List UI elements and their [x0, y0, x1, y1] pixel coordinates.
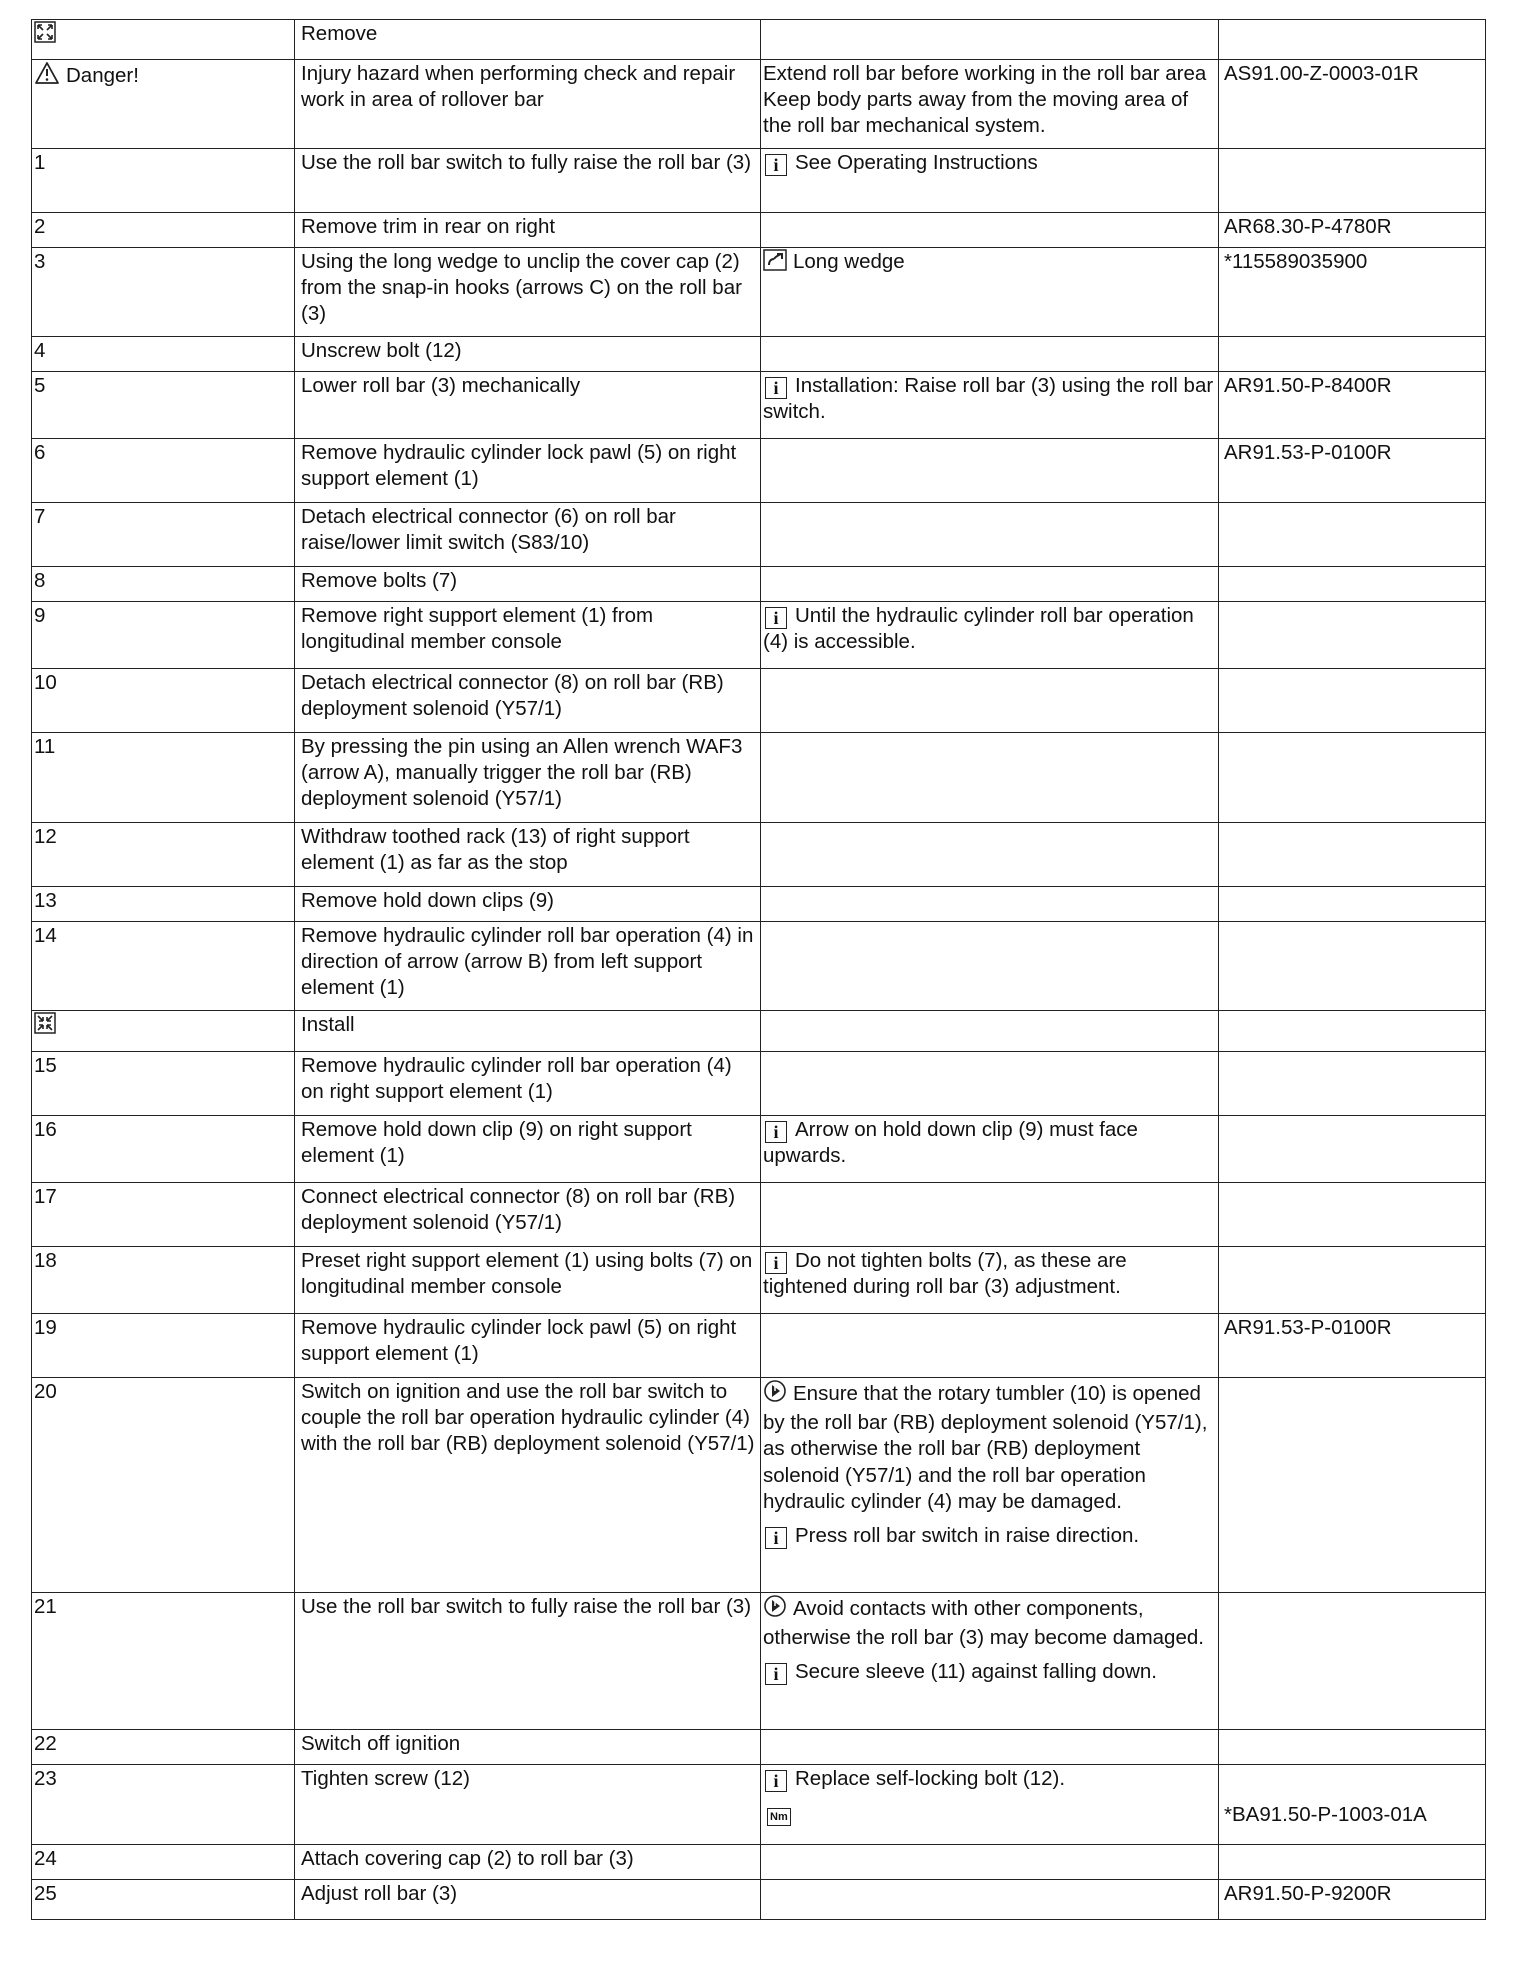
step-number: 16 — [34, 1118, 57, 1141]
note-text: Arrow on hold down clip (9) must face upwards. — [763, 1118, 1138, 1168]
document-reference: AR68.30-P-4780R — [1224, 215, 1392, 238]
step-cell — [32, 337, 295, 372]
notes-cell — [761, 922, 1219, 1011]
info-icon: i — [765, 607, 787, 629]
step-cell — [32, 503, 295, 567]
step-number: 21 — [34, 1595, 57, 1618]
step-cell — [32, 567, 295, 602]
step-description: Detach electrical connector (6) on roll bar raise/lower limit switch (S83/10) — [295, 503, 761, 567]
tool-icon — [763, 249, 787, 278]
reference-cell — [1219, 1116, 1486, 1183]
table-row — [32, 60, 1486, 149]
step-description: Attach covering cap (2) to roll bar (3) — [295, 1845, 761, 1880]
step-description: Switch on ignition and use the roll bar switch to couple the roll bar operation hydraulic cylinder (4) with the roll bar (RB) deployment solenoid (Y57/1) — [295, 1378, 761, 1593]
notes-cell — [761, 823, 1219, 887]
notes-cell — [761, 1183, 1219, 1247]
step-cell — [32, 1247, 295, 1314]
step-description: Preset right support element (1) using bolts (7) on longitudinal member console — [295, 1247, 761, 1314]
step-cell — [32, 922, 295, 1011]
reference-cell — [1219, 1730, 1486, 1765]
reference-cell — [1219, 372, 1486, 439]
note — [763, 249, 1214, 278]
notes-cell — [761, 1845, 1219, 1880]
reference-cell — [1219, 1378, 1486, 1593]
reference-cell — [1219, 1011, 1486, 1052]
step-description: Remove trim in rear on right — [295, 213, 761, 248]
notes-cell — [761, 213, 1219, 248]
note-text: Replace self-locking bolt (12). — [795, 1767, 1066, 1790]
step-number: 6 — [34, 441, 46, 464]
table-row — [32, 503, 1486, 567]
step-description: Use the roll bar switch to fully raise the roll bar (3) — [295, 1593, 761, 1730]
table-row — [32, 213, 1486, 248]
reference-cell — [1219, 823, 1486, 887]
document-reference: AR91.50-P-9200R — [1224, 1882, 1392, 1905]
notes-cell — [761, 567, 1219, 602]
step-description: Use the roll bar switch to fully raise the roll bar (3) — [295, 149, 761, 213]
reference-cell — [1219, 1314, 1486, 1378]
document-reference: AR91.50-P-8400R — [1224, 374, 1392, 397]
step-description: Remove hold down clip (9) on right support element (1) — [295, 1116, 761, 1183]
reference-cell — [1219, 1052, 1486, 1116]
step-description: Remove hydraulic cylinder roll bar operation (4) in direction of arrow (arrow B) from left support element (1) — [295, 922, 761, 1011]
notes-cell — [761, 1593, 1219, 1730]
step-cell — [32, 20, 295, 60]
note — [763, 1800, 1214, 1827]
reference-cell — [1219, 602, 1486, 669]
table-row — [32, 1765, 1486, 1845]
reference-cell — [1219, 669, 1486, 733]
step-cell — [32, 1314, 295, 1378]
step-description: Connect electrical connector (8) on roll bar (RB) deployment solenoid (Y57/1) — [295, 1183, 761, 1247]
reference-cell — [1219, 60, 1486, 149]
step-cell — [32, 1011, 295, 1052]
step-description: Remove hydraulic cylinder lock pawl (5) on right support element (1) — [295, 1314, 761, 1378]
notes-cell — [761, 149, 1219, 213]
step-description: Using the long wedge to unclip the cover cap (2) from the snap-in hooks (arrows C) on the roll bar (3) — [295, 248, 761, 337]
step-number: 7 — [34, 505, 46, 528]
reference-cell — [1219, 733, 1486, 823]
note — [763, 61, 1214, 140]
step-number: 24 — [34, 1847, 57, 1870]
note — [763, 1379, 1214, 1515]
step-number: 11 — [34, 735, 56, 758]
info-icon: i — [765, 154, 787, 176]
step-description: Remove hydraulic cylinder lock pawl (5) on right support element (1) — [295, 439, 761, 503]
note — [763, 1766, 1214, 1792]
step-description: Adjust roll bar (3) — [295, 1880, 761, 1920]
step-number: 15 — [34, 1054, 57, 1077]
reference-cell — [1219, 567, 1486, 602]
step-number: 1 — [34, 151, 46, 174]
info-icon: i — [765, 1770, 787, 1792]
table-row — [32, 1011, 1486, 1052]
step-description: Withdraw toothed rack (13) of right support element (1) as far as the stop — [295, 823, 761, 887]
reference-cell — [1219, 20, 1486, 60]
procedure-table — [31, 19, 1486, 1920]
note-text: Ensure that the rotary tumbler (10) is opened by the roll bar (RB) deployment solenoid (Y57/1), as otherwise the roll bar (RB) deployment solenoid (Y57/1) and the roll bar operation hydraulic cylinder (4) may be damaged. — [763, 1382, 1208, 1513]
notes-cell — [761, 602, 1219, 669]
table-row — [32, 887, 1486, 922]
note-text: See Operating Instructions — [795, 151, 1038, 174]
step-number: 22 — [34, 1732, 57, 1755]
step-number: 23 — [34, 1767, 57, 1790]
table-row — [32, 1314, 1486, 1378]
step-description: By pressing the pin using an Allen wrench WAF3 (arrow A), manually trigger the roll bar (RB) deployment solenoid (Y57/1) — [295, 733, 761, 823]
step-cell — [32, 149, 295, 213]
table-row — [32, 1116, 1486, 1183]
step-cell — [32, 1845, 295, 1880]
step-cell — [32, 248, 295, 337]
table-row — [32, 669, 1486, 733]
note — [763, 1659, 1214, 1685]
reference-cell — [1219, 922, 1486, 1011]
reference-cell — [1219, 887, 1486, 922]
notes-cell — [761, 372, 1219, 439]
step-cell — [32, 602, 295, 669]
notes-cell — [761, 733, 1219, 823]
note-text: Secure sleeve (11) against falling down. — [795, 1660, 1157, 1684]
reference-cell — [1219, 1247, 1486, 1314]
remove-icon — [34, 21, 56, 50]
reference-cell — [1219, 149, 1486, 213]
step-description: Injury hazard when performing check and repair work in area of rollover bar — [295, 60, 761, 149]
document-reference: *BA91.50-P-1003-01A — [1224, 1803, 1427, 1826]
notes-cell — [761, 1011, 1219, 1052]
notes-cell — [761, 669, 1219, 733]
info-icon: i — [765, 377, 787, 399]
reference-cell — [1219, 1593, 1486, 1730]
table-row — [32, 1730, 1486, 1765]
step-description: Detach electrical connector (8) on roll bar (RB) deployment solenoid (Y57/1) — [295, 669, 761, 733]
table-row — [32, 149, 1486, 213]
step-number: 17 — [34, 1185, 57, 1208]
reference-cell — [1219, 1845, 1486, 1880]
step-description: Switch off ignition — [295, 1730, 761, 1765]
notes-cell — [761, 1314, 1219, 1378]
note-text: Avoid contacts with other components, otherwise the roll bar (3) may become damaged. — [763, 1597, 1204, 1650]
note — [763, 1117, 1214, 1169]
table-row — [32, 823, 1486, 887]
notes-cell — [761, 1765, 1219, 1845]
step-number: 18 — [34, 1249, 57, 1272]
caution-icon — [763, 1594, 787, 1625]
document-reference: *115589035900 — [1224, 250, 1368, 273]
reference-cell — [1219, 213, 1486, 248]
step-description: Remove hydraulic cylinder roll bar operation (4) on right support element (1) — [295, 1052, 761, 1116]
table-row — [32, 1052, 1486, 1116]
step-description: Remove bolts (7) — [295, 567, 761, 602]
step-number: 13 — [34, 889, 57, 912]
note — [763, 373, 1214, 425]
step-description: Install — [295, 1011, 761, 1052]
step-number: 10 — [34, 671, 57, 694]
table-row — [32, 372, 1486, 439]
reference-cell — [1219, 1183, 1486, 1247]
step-cell — [32, 1116, 295, 1183]
step-description: Remove hold down clips (9) — [295, 887, 761, 922]
step-number: 4 — [34, 339, 46, 362]
table-row — [32, 1845, 1486, 1880]
notes-cell — [761, 439, 1219, 503]
reference-cell — [1219, 503, 1486, 567]
step-number: 8 — [34, 569, 46, 592]
step-cell — [32, 823, 295, 887]
note-text: Press roll bar switch in raise direction. — [795, 1524, 1140, 1548]
table-row — [32, 567, 1486, 602]
step-number: 14 — [34, 924, 57, 947]
warning-triangle-icon — [34, 61, 60, 92]
notes-cell — [761, 1052, 1219, 1116]
caution-icon — [763, 1379, 787, 1410]
document-reference: AR91.53-P-0100R — [1224, 441, 1392, 464]
note — [763, 1248, 1214, 1300]
reference-cell — [1219, 1880, 1486, 1920]
step-cell — [32, 1593, 295, 1730]
note-text: Installation: Raise roll bar (3) using the roll bar switch. — [763, 374, 1214, 424]
note-text: Until the hydraulic cylinder roll bar operation (4) is accessible. — [763, 604, 1194, 654]
step-description: Unscrew bolt (12) — [295, 337, 761, 372]
step-number: 19 — [34, 1316, 57, 1339]
info-icon: i — [765, 1527, 787, 1549]
table-row — [32, 1880, 1486, 1920]
notes-cell — [761, 887, 1219, 922]
notes-cell — [761, 337, 1219, 372]
torque-icon: Nm — [767, 1808, 791, 1826]
table-row — [32, 1593, 1486, 1730]
reference-cell — [1219, 337, 1486, 372]
step-number: 9 — [34, 604, 46, 627]
table-row — [32, 922, 1486, 1011]
step-cell — [32, 669, 295, 733]
step-cell — [32, 1880, 295, 1920]
table-row — [32, 1183, 1486, 1247]
step-cell — [32, 1183, 295, 1247]
notes-cell — [761, 503, 1219, 567]
note — [763, 603, 1214, 655]
table-row — [32, 20, 1486, 60]
reference-cell — [1219, 439, 1486, 503]
notes-cell — [761, 1378, 1219, 1593]
notes-cell — [761, 1116, 1219, 1183]
table-row — [32, 1247, 1486, 1314]
step-description: Lower roll bar (3) mechanically — [295, 372, 761, 439]
notes-cell — [761, 1247, 1219, 1314]
notes-cell — [761, 20, 1219, 60]
step-number: 3 — [34, 250, 46, 273]
table-row — [32, 602, 1486, 669]
step-cell — [32, 372, 295, 439]
step-cell — [32, 733, 295, 823]
step-number: 2 — [34, 215, 46, 238]
info-icon: i — [765, 1121, 787, 1143]
step-number: 25 — [34, 1882, 57, 1905]
step-number: 12 — [34, 825, 57, 848]
step-cell — [32, 1052, 295, 1116]
table-row — [32, 439, 1486, 503]
info-icon: i — [765, 1252, 787, 1274]
step-cell — [32, 887, 295, 922]
document-reference: AR91.53-P-0100R — [1224, 1316, 1392, 1339]
table-row — [32, 1378, 1486, 1593]
step-number: 20 — [34, 1380, 57, 1403]
step-cell — [32, 1765, 295, 1845]
install-icon — [34, 1012, 56, 1041]
note-text: Extend roll bar before working in the roll bar area Keep body parts away from the moving area of the roll bar mechanical system. — [763, 62, 1207, 138]
step-cell — [32, 1730, 295, 1765]
table-row — [32, 248, 1486, 337]
note — [763, 1523, 1214, 1549]
reference-cell — [1219, 1765, 1486, 1845]
notes-cell — [761, 1730, 1219, 1765]
document-reference: AS91.00-Z-0003-01R — [1224, 62, 1419, 85]
step-description: Tighten screw (12) — [295, 1765, 761, 1845]
notes-cell — [761, 1880, 1219, 1920]
note-text: Do not tighten bolts (7), as these are tightened during roll bar (3) adjustment. — [763, 1249, 1127, 1299]
step-cell — [32, 439, 295, 503]
note — [763, 150, 1214, 176]
note — [763, 1594, 1214, 1651]
info-icon: i — [765, 1663, 787, 1685]
notes-cell — [761, 248, 1219, 337]
step-cell — [32, 60, 295, 149]
step-number: 5 — [34, 374, 46, 397]
step-description: Remove right support element (1) from longitudinal member console — [295, 602, 761, 669]
step-cell — [32, 1378, 295, 1593]
danger-label: Danger! — [66, 64, 139, 87]
table-row — [32, 337, 1486, 372]
reference-cell — [1219, 248, 1486, 337]
notes-cell — [761, 60, 1219, 149]
step-description: Remove — [295, 20, 761, 60]
note-text: Long wedge — [793, 250, 905, 273]
table-row — [32, 733, 1486, 823]
step-cell — [32, 213, 295, 248]
